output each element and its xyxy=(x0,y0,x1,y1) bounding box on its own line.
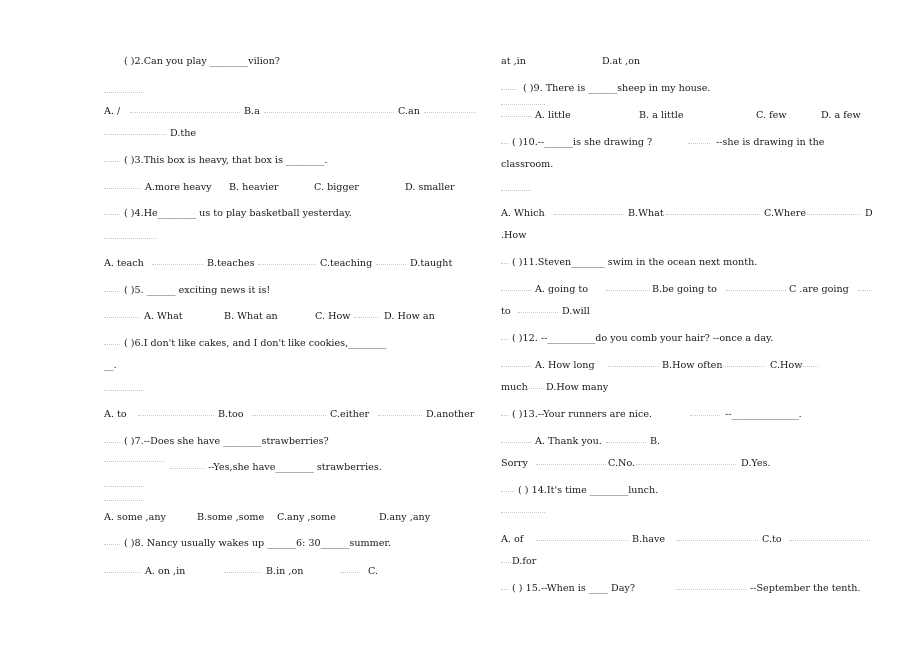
q6-stem-continued: __. xyxy=(104,360,117,371)
dotted-leader xyxy=(104,338,120,345)
q7-option-d: D.any ,any xyxy=(379,512,431,523)
q12-stem: ( )12. --__________do you comb your hair? --once a day. xyxy=(512,333,774,344)
q13-reply: --______________. xyxy=(725,409,802,420)
dotted-leader xyxy=(501,83,517,90)
q4-option-b: B.teaches xyxy=(207,258,255,269)
q8-stem: ( )8. Nancy usually wakes up ______6: 30______summer. xyxy=(124,538,391,549)
dotted-leader xyxy=(104,494,144,501)
q10-option-d: D xyxy=(865,208,873,219)
dotted-leader xyxy=(104,436,120,443)
q8-option-d: D.at ,on xyxy=(602,56,641,67)
q8-option-c: C. xyxy=(368,566,379,577)
dotted-leader xyxy=(130,106,240,113)
q8-option-a: A. on ,in xyxy=(145,566,186,577)
dotted-leader xyxy=(501,506,545,513)
dotted-leader xyxy=(501,284,531,291)
dotted-leader xyxy=(501,485,515,492)
q14-option-a: A. of xyxy=(501,534,524,545)
q13-option-b: B. xyxy=(650,436,661,447)
dotted-leader xyxy=(676,534,758,541)
dotted-leader xyxy=(104,155,120,162)
q2-option-b: B.a xyxy=(244,106,260,117)
q11-stem: ( )11.Steven_______ swim in the ocean next month. xyxy=(512,257,758,268)
q10-option-c: C.Where xyxy=(764,208,807,219)
q7-option-c: C.any ,some xyxy=(277,512,336,523)
dotted-leader xyxy=(376,258,406,265)
q4-option-c: C.teaching xyxy=(320,258,373,269)
q11-option-b: B.be going to xyxy=(652,284,717,295)
q4-stem: ( )4.He________ us to play basketball yesterday. xyxy=(124,208,352,219)
dotted-leader xyxy=(104,208,120,215)
dotted-leader xyxy=(501,110,531,117)
q11-option-c: C .are going xyxy=(789,284,849,295)
dotted-leader xyxy=(501,137,509,144)
q10-stem: ( )10.--______is she drawing ? xyxy=(512,137,653,148)
q14-option-b: B.have xyxy=(632,534,666,545)
q7-option-b: B.some ,some xyxy=(197,512,265,523)
q2-option-d: D.the xyxy=(170,128,197,139)
dotted-leader xyxy=(501,98,545,105)
q10-reply: --she is drawing in the xyxy=(716,137,825,148)
dotted-leader xyxy=(501,333,509,340)
q14-option-d: D.for xyxy=(512,556,537,567)
q13-stem: ( )13.--Your runners are nice. xyxy=(512,409,653,420)
q13-option-b-continued: Sorry xyxy=(501,458,528,469)
dotted-leader xyxy=(104,285,120,292)
q7-option-a: A. some ,any xyxy=(104,512,166,523)
q13-option-d: D.Yes. xyxy=(741,458,771,469)
dotted-leader xyxy=(858,284,872,291)
q3-option-d: D. smaller xyxy=(405,182,455,193)
q12-option-c: C.How xyxy=(770,360,803,371)
dotted-leader xyxy=(526,382,544,389)
dotted-leader xyxy=(104,128,166,135)
q14-option-c: C.to xyxy=(762,534,782,545)
dotted-leader xyxy=(340,566,360,573)
q3-option-b: B. heavier xyxy=(229,182,279,193)
dotted-leader xyxy=(726,284,786,291)
q9-option-b: B. a little xyxy=(639,110,684,121)
q3-stem: ( )3.This box is heavy, that box is ________. xyxy=(124,155,328,166)
q9-option-a: A. little xyxy=(535,110,571,121)
q14-stem: ( ) 14.It's time ________lunch. xyxy=(518,485,659,496)
q5-option-d: D. How an xyxy=(384,311,435,322)
dotted-leader xyxy=(690,409,720,416)
q15-reply: --September the tenth. xyxy=(750,583,861,594)
q6-stem: ( )6.I don't like cakes, and I don't like cookies,________ xyxy=(124,338,387,349)
dotted-leader xyxy=(798,360,818,367)
dotted-leader xyxy=(606,284,650,291)
dotted-leader xyxy=(104,566,140,573)
dotted-leader xyxy=(424,106,476,113)
q10-option-a: A. Which xyxy=(501,208,545,219)
q15-stem: ( ) 15.--When is ____ Day? xyxy=(512,583,635,594)
dotted-leader xyxy=(536,458,606,465)
dotted-leader xyxy=(501,436,531,443)
q11-option-a: A. going to xyxy=(535,284,589,295)
q8-option-b: B.in ,on xyxy=(266,566,304,577)
q12-option-b: B.How often xyxy=(662,360,723,371)
dotted-leader xyxy=(518,306,558,313)
dotted-leader xyxy=(258,258,316,265)
dotted-leader xyxy=(252,409,326,416)
right-column xyxy=(480,0,920,650)
dotted-leader xyxy=(104,538,120,545)
q12-option-c-continued: much xyxy=(501,382,528,393)
dotted-leader xyxy=(501,556,511,563)
q13-option-c: C.No. xyxy=(608,458,636,469)
q4-option-d: D.taught xyxy=(410,258,453,269)
dotted-leader xyxy=(104,480,144,487)
q7-stem: ( )7.--Does she have ________strawberries? xyxy=(124,436,329,447)
dotted-leader xyxy=(501,409,509,416)
q6-option-a: A. to xyxy=(104,409,127,420)
dotted-leader xyxy=(264,106,394,113)
dotted-leader xyxy=(104,86,144,93)
q6-option-b: B.too xyxy=(218,409,244,420)
q10-reply-continued: classroom. xyxy=(501,159,554,170)
q6-option-c: C.either xyxy=(330,409,370,420)
q10-option-b: B.What xyxy=(628,208,664,219)
dotted-leader xyxy=(104,182,140,189)
q7-reply: --Yes,she have________ strawberries. xyxy=(208,462,382,473)
q11-option-d: D.will xyxy=(562,306,590,317)
q8-option-c-continued: at ,in xyxy=(501,56,526,67)
dotted-leader xyxy=(378,409,422,416)
dotted-leader xyxy=(354,311,378,318)
dotted-leader xyxy=(636,458,736,465)
dotted-leader xyxy=(501,583,509,590)
dotted-leader xyxy=(608,360,658,367)
dotted-leader xyxy=(666,208,760,215)
q2-option-c: C.an xyxy=(398,106,420,117)
q2-option-a: A. / xyxy=(104,106,121,117)
dotted-leader xyxy=(104,455,164,462)
q13-option-a: A. Thank you. xyxy=(535,436,602,447)
q9-stem: ( )9. There is ______sheep in my house. xyxy=(523,83,711,94)
q3-option-a: A.more heavy xyxy=(145,182,212,193)
q10-option-d-continued: .How xyxy=(501,230,527,241)
q4-option-a: A. teach xyxy=(104,258,144,269)
dotted-leader xyxy=(688,137,710,144)
q12-option-d: D.How many xyxy=(546,382,609,393)
q5-option-b: B. What an xyxy=(224,311,278,322)
dotted-leader xyxy=(790,534,870,541)
dotted-leader xyxy=(170,462,204,469)
q6-option-d: D.another xyxy=(426,409,475,420)
dotted-leader xyxy=(104,384,144,391)
q9-option-d: D. a few xyxy=(821,110,861,121)
q5-option-a: A. What xyxy=(144,311,183,322)
q11-option-c-continued: to xyxy=(501,306,511,317)
dotted-leader xyxy=(501,257,509,264)
dotted-leader xyxy=(104,232,156,239)
dotted-leader xyxy=(804,208,860,215)
dotted-leader xyxy=(606,436,646,443)
dotted-leader xyxy=(536,534,628,541)
dotted-leader xyxy=(224,566,260,573)
q5-option-c: C. How xyxy=(315,311,351,322)
dotted-leader xyxy=(104,311,140,318)
q5-stem: ( )5. ______ exciting news it is! xyxy=(124,285,271,296)
q2-stem: ( )2.Can you play ________vilion? xyxy=(124,56,280,67)
dotted-leader xyxy=(138,409,214,416)
dotted-leader xyxy=(720,360,764,367)
q12-option-a: A. How long xyxy=(535,360,595,371)
q3-option-c: C. bigger xyxy=(314,182,359,193)
dotted-leader xyxy=(676,583,746,590)
q9-option-c: C. few xyxy=(756,110,787,121)
dotted-leader xyxy=(554,208,624,215)
dotted-leader xyxy=(501,360,531,367)
dotted-leader xyxy=(152,258,204,265)
dotted-leader xyxy=(501,184,531,191)
